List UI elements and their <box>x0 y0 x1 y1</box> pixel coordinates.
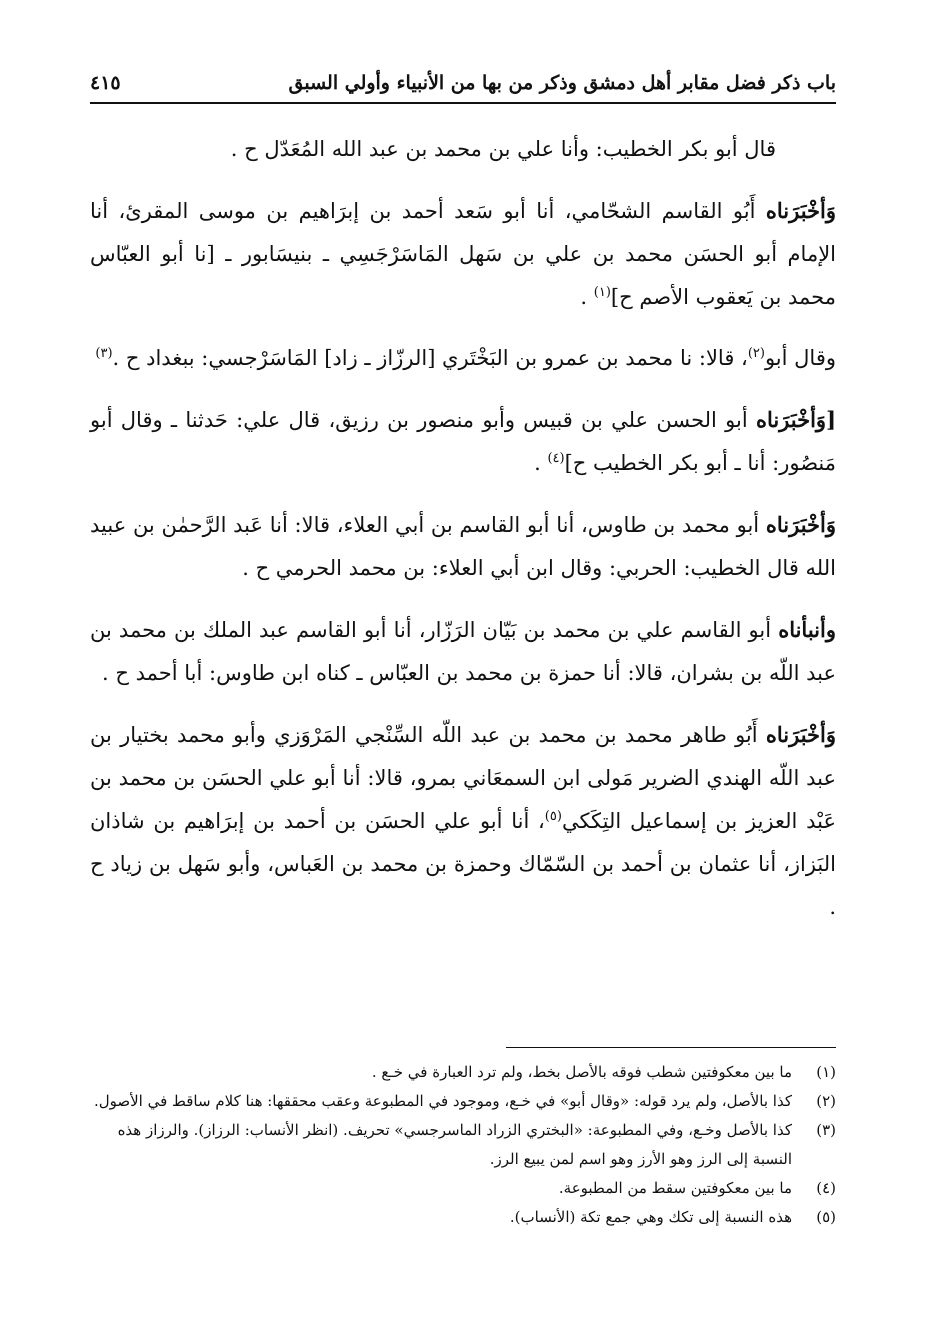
footnote-text: ما بين معكوفتين شطب فوقه بالأصل بخط، ولم ترد العبارة في خـع . <box>371 1063 792 1081</box>
paragraph <box>90 337 836 380</box>
footnote-ref: (٣) <box>95 346 113 361</box>
footnote-number: (٥) <box>816 1208 836 1226</box>
paragraph-text: قال أبو بكر الخطيب: وأنا علي بن محمد بن عبد الله المُعَدّل ح . <box>230 137 776 161</box>
paragraph-tail: ، قالا: نا محمد بن عمرو بن البَخْتَري [الرزّاز ـ زاد] المَاسَرْجسي: ببغداد ح . <box>112 346 748 370</box>
footnote-ref: (٥) <box>544 809 562 824</box>
paragraph-text: أبو الحسن علي بن قبيس وأبو منصور بن رزيق، قال علي: حَدثنا ـ وقال أبو مَنصُور: أنا ـ أبو بكر الخطيب ح] <box>90 408 836 475</box>
footnote-text: ما بين معكوفتين سقط من المطبوعة. <box>558 1179 792 1197</box>
footnote-number: (٢) <box>816 1092 836 1110</box>
paragraph-lead: وَأخْبَرَناه <box>765 512 836 537</box>
paragraph-tail: . <box>534 451 548 475</box>
footnote <box>90 1087 836 1116</box>
footnote-ref: (١) <box>593 285 611 300</box>
page-header <box>90 60 836 100</box>
paragraph <box>90 503 836 590</box>
paragraph-lead: [وَأخْبَرَناه <box>755 407 836 432</box>
paragraph-text: أبو محمد بن طاوس، أنا أبو القاسم بن أبي العلاء، قالا: أنا عَبد الرَّحمٰن بن عبيد الله قال الخطيب: الحربي: وقال ابن أبي العلاء: بن محمد الحرمي ح . <box>90 513 836 580</box>
main-text <box>90 128 836 947</box>
footnotes <box>90 1058 836 1232</box>
footnote-text: هذه النسبة إلى تكك وهي جمع تكة (الأنساب). <box>509 1208 792 1226</box>
paragraph <box>90 189 836 319</box>
paragraph-lead: وَأخْبَرَناه <box>765 198 836 223</box>
footnote <box>90 1058 836 1087</box>
paragraph-tail: . <box>580 285 594 309</box>
paragraph-text: أبو القاسم علي بن محمد بن بَيّان الرَزّار، أنا أبو القاسم عبد الملك بن محمد بن عبد اللّه بن بشران، قالا: أنا حمزة بن محمد بن العبّاس ـ كناه ابن طاوس: أبا أحمد ح . <box>90 618 836 685</box>
page-number: ٤١٥ <box>90 72 121 94</box>
paragraph-lead: وَأخْبَرَناه <box>765 722 836 747</box>
paragraph <box>90 128 836 171</box>
footnote-text: كذا بالأصل، ولم يرد قوله: «وقال أبو» في خـع، وموجود في المطبوعة وعقب محققها: هنا كلام ساقط في الأصول. <box>93 1092 792 1110</box>
footnote-text: كذا بالأصل وخـع، وفي المطبوعة: «البختري الزراد الماسرجسي» تحريف. (انظر الأنساب: الرزاز). والرزاز هذه النسبة إلى الرز وهو الأرز وهو اسم لمن يبيع الرز. <box>117 1121 792 1168</box>
paragraph <box>90 713 836 929</box>
paragraph-text: أَبُو طاهر محمد بن محمد بن عبد اللّه السِّنْجي المَرْوَزي وأبو محمد بختيار بن عبد اللّه الهندي الضرير مَولى ابن السمعَاني بمرو، قالا: أنا أبو علي الحسَن بن محمد بن عَبْد العزيز بن إسماعيل التِكَكي <box>90 723 836 833</box>
footnote-ref: (٢) <box>747 346 765 361</box>
footnote-separator <box>506 1047 836 1048</box>
footnote <box>90 1203 836 1232</box>
paragraph <box>90 398 836 485</box>
paragraph-text: أَبُو القاسم الشحّامي، أنا أبو سَعد أحمد بن إبرَاهيم بن موسى المقرئ، أنا الإمام أبو الحسَن محمد بن علي بن سَهل المَاسَرْجَسِي ـ بنيسَابور ـ [نا أبو العبّاس محمد بن يَعقوب الأصم ح] <box>90 199 836 309</box>
footnote-number: (١) <box>816 1063 836 1081</box>
footnote-number: (٤) <box>816 1179 836 1197</box>
header-rule <box>90 102 836 104</box>
paragraph-tail: ، أنا أبو علي الحسَن بن أحمد بن إبرَاهيم بن شاذان البَزاز، أنا عثمان بن أحمد بن السّمّاك وحمزة بن محمد بن العَباس، وأبو سَهل بن زياد ح . <box>90 809 836 919</box>
footnote-ref: (٤) <box>547 451 565 466</box>
footnote-number: (٣) <box>816 1121 836 1139</box>
paragraph <box>90 608 836 695</box>
paragraph-text: وقال أبو <box>764 346 836 370</box>
running-title: باب ذكر فضل مقابر أهل دمشق وذكر من بها من الأنبياء وأولي السبق <box>288 72 836 94</box>
paragraph-lead: وأنبأناه <box>778 617 836 642</box>
footnote <box>90 1174 836 1203</box>
footnote <box>90 1116 836 1174</box>
